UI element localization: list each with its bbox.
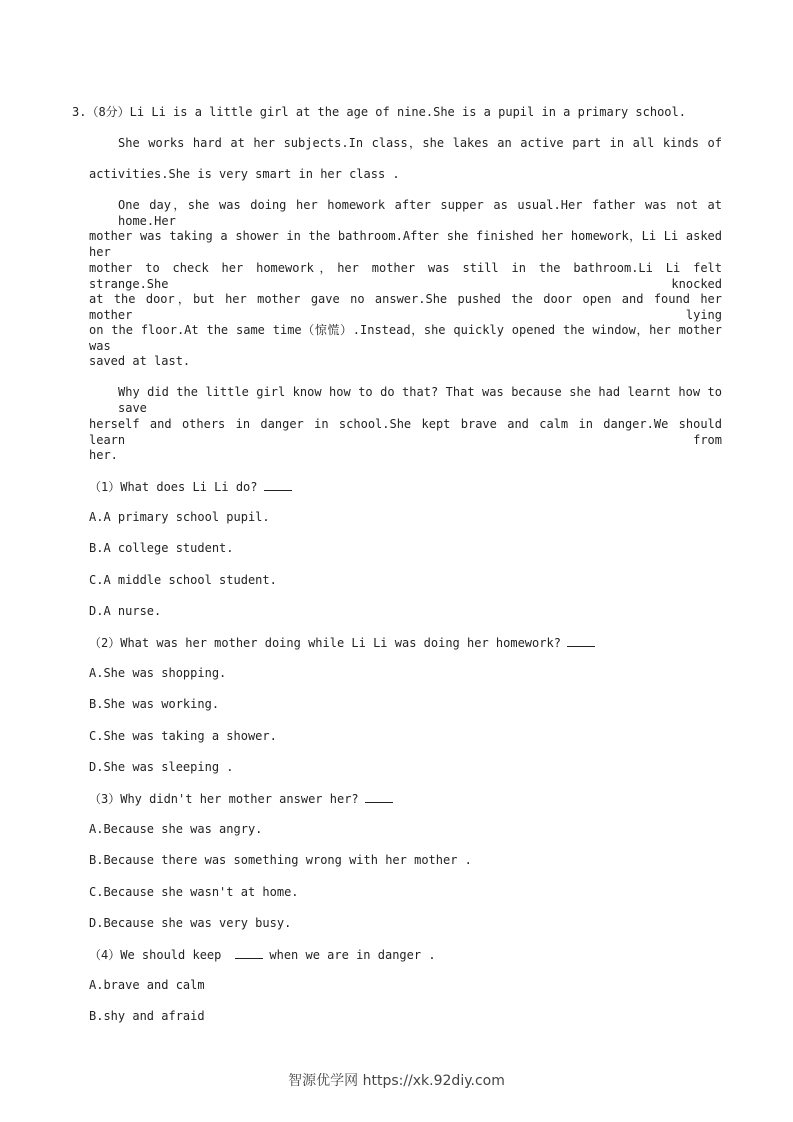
passage-line: She works hard at her subjects.In class，she lakes an active part in all kinds of bbox=[118, 136, 722, 150]
answer-blank[interactable] bbox=[235, 946, 263, 959]
answer-blank[interactable] bbox=[365, 790, 393, 803]
option: A.A primary school pupil. bbox=[89, 510, 270, 524]
item-stem: （4）We should keep when we are in danger . bbox=[89, 948, 436, 962]
page-footer: 智源优学网 https://xk.92diy.com bbox=[288, 1073, 505, 1089]
option: D.Because she was very busy. bbox=[89, 916, 292, 930]
item-stem: （1）What does Li Li do? bbox=[89, 478, 292, 495]
item-stem: （3）Why didn't her mother answer her? bbox=[89, 790, 393, 807]
option: B.shy and afraid bbox=[89, 1009, 205, 1023]
option: C.Because she wasn't at home. bbox=[89, 885, 299, 899]
answer-blank[interactable] bbox=[264, 478, 292, 491]
passage-line: mother was taking a shower in the bathroom.After she finished her homework，Li Li asked her bbox=[89, 229, 722, 259]
option: B.Because there was something wrong with her mother . bbox=[89, 853, 472, 867]
option: A.She was shopping. bbox=[89, 666, 227, 680]
passage-line: mother to check her homework，her mother was still in the bathroom.Li Li felt strange.She knocked bbox=[89, 261, 722, 291]
option: D.She was sleeping . bbox=[89, 760, 234, 774]
option: A.Because she was angry. bbox=[89, 822, 263, 836]
passage-line: Why did the little girl know how to do that? That was because she had learnt how to save bbox=[118, 385, 722, 415]
passage-line: One day，she was doing her homework after supper as usual.Her father was not at home.Her bbox=[118, 198, 722, 228]
passage-line: activities.She is very smart in her class . bbox=[89, 167, 400, 181]
option: C.A middle school student. bbox=[89, 573, 277, 587]
option: D.A nurse. bbox=[89, 604, 162, 618]
option: B.She was working. bbox=[89, 697, 220, 711]
passage-line: on the floor.At the same time（惊慌）.Instead，she quickly opened the window，her mother was bbox=[89, 323, 722, 353]
answer-blank[interactable] bbox=[567, 634, 595, 647]
passage-line: saved at last. bbox=[89, 354, 191, 368]
option: A.brave and calm bbox=[89, 978, 205, 992]
item-stem: （2）What was her mother doing while Li Li was doing her homework? bbox=[89, 634, 595, 651]
passage-line: herself and others in danger in school.She kept brave and calm in danger.We should learn from bbox=[89, 417, 722, 447]
passage-line: at the door，but her mother gave no answer.She pushed the door open and found her mother lying bbox=[89, 292, 722, 322]
passage-line: her. bbox=[89, 448, 118, 462]
option: C.She was taking a shower. bbox=[89, 729, 277, 743]
question-header: 3.（8分）Li Li is a little girl at the age of nine.She is a pupil in a primary school. bbox=[72, 105, 686, 119]
option: B.A college student. bbox=[89, 541, 234, 555]
